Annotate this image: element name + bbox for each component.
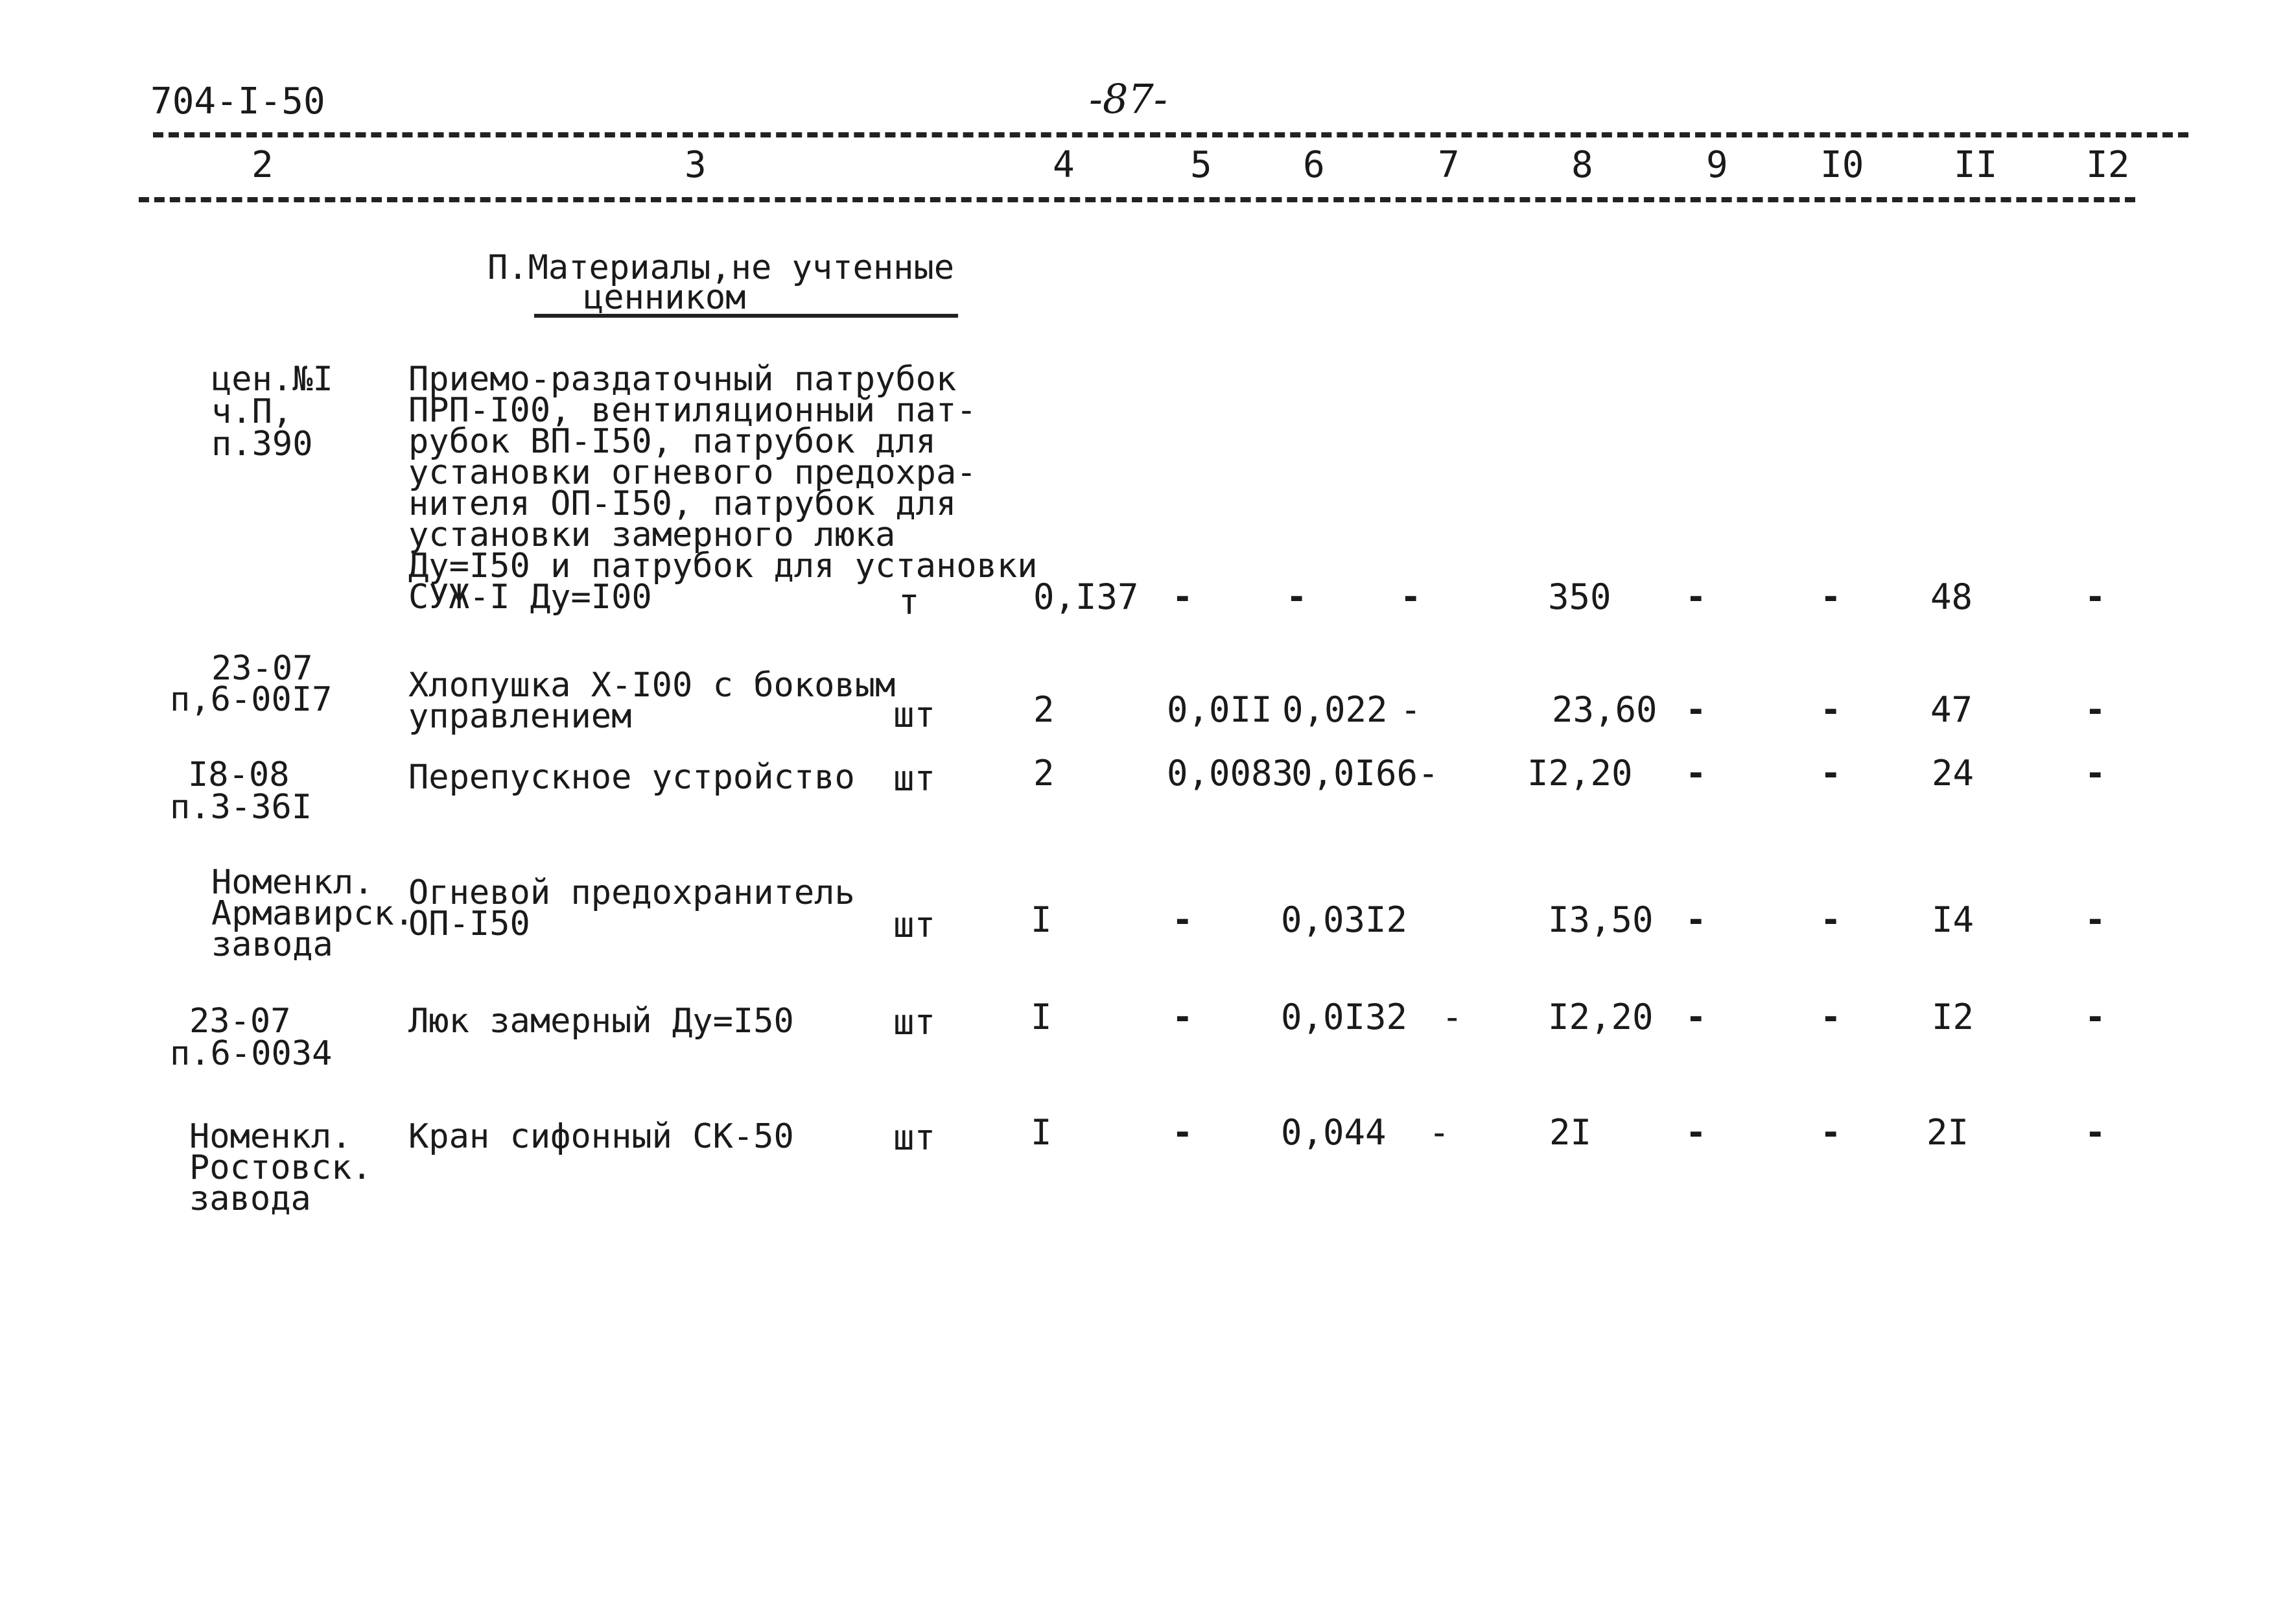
row-reference: 23-07 <box>189 1002 291 1041</box>
row-col-8: 350 <box>1548 576 1611 617</box>
row-col-12: - <box>2085 1112 2106 1153</box>
row-item-name: Хлопушка Х-I00 с боковым <box>408 666 896 705</box>
row-col-5: - <box>1172 576 1193 617</box>
row-col-8: I2,20 <box>1548 997 1654 1037</box>
row-col-12: - <box>2085 753 2106 794</box>
row-col-11: 47 <box>1930 689 1973 730</box>
row-col-10: - <box>1820 689 1842 730</box>
row-col-6: 0,0I66- <box>1291 753 1439 794</box>
row-col-9: - <box>1685 576 1707 617</box>
row-col-5: - <box>1172 1112 1193 1153</box>
header-bottom-rule <box>139 197 2135 202</box>
row-col-5: - <box>1172 997 1193 1037</box>
row-col-11: 24 <box>1932 753 1974 794</box>
column-header: 5 <box>1190 144 1212 186</box>
row-col-5: - <box>1172 899 1193 940</box>
row-col-11: 48 <box>1930 576 1973 617</box>
row-col-10: - <box>1820 576 1842 617</box>
row-reference: Армавирск. <box>211 894 415 933</box>
row-col-4: 2 <box>1033 689 1055 730</box>
row-unit: шт <box>893 1002 936 1043</box>
row-item-name: установки огневого предохра- <box>408 453 977 492</box>
row-item-name: Ду=I50 и патрубок для установки <box>408 547 1038 585</box>
row-reference: 23-07 <box>211 649 313 688</box>
row-col-8: 23,60 <box>1552 689 1658 730</box>
row-col-7: - <box>1400 576 1422 617</box>
header-top-rule <box>153 132 2188 137</box>
row-col-12: - <box>2085 997 2106 1037</box>
column-header: 2 <box>252 144 274 186</box>
page-number: -87- <box>1089 75 1167 123</box>
row-unit: шт <box>893 694 936 735</box>
column-header: I2 <box>2086 144 2130 186</box>
row-reference: завода <box>211 925 333 964</box>
row-col-6: 0,03I2 <box>1281 899 1408 940</box>
row-col-8: I2,20 <box>1527 753 1633 794</box>
row-col-4: I <box>1031 1112 1052 1153</box>
row-unit: шт <box>893 758 936 799</box>
row-col-9: - <box>1685 1112 1707 1153</box>
row-col-9: - <box>1685 997 1707 1037</box>
row-col-6: 0,0I32 <box>1281 997 1408 1037</box>
row-item-name: рубок ВП-I50, патрубок для <box>408 422 936 461</box>
row-col-9: - <box>1685 689 1707 730</box>
row-item-name: Кран сифонный СК-50 <box>408 1117 794 1156</box>
column-header: 3 <box>685 144 707 186</box>
row-col-6: 0,044 <box>1281 1112 1387 1153</box>
row-col-4: 0,I37 <box>1033 576 1139 617</box>
row-col-9: - <box>1685 753 1707 794</box>
row-col-6: - <box>1286 576 1307 617</box>
row-col-7: - <box>1442 997 1463 1037</box>
row-reference: п.6-0034 <box>170 1034 333 1073</box>
column-header: 8 <box>1571 144 1593 186</box>
row-col-11: I2 <box>1932 997 1974 1037</box>
row-reference: п.390 <box>211 425 313 464</box>
row-item-name: Приемо-раздаточный патрубок <box>408 360 957 399</box>
document-code: 704-I-50 <box>150 80 325 123</box>
section-title-underline <box>534 314 958 318</box>
row-item-name: Перепускное устройство <box>408 758 855 797</box>
row-col-7: - <box>1429 1112 1450 1153</box>
row-col-5: 0,0083 <box>1167 753 1294 794</box>
row-reference: Номенкл. <box>189 1117 352 1156</box>
row-reference: завода <box>189 1179 311 1218</box>
row-col-11: 2I <box>1927 1112 1969 1153</box>
row-col-8: 2I <box>1549 1112 1592 1153</box>
row-col-9: - <box>1685 899 1707 940</box>
row-reference: Ростовск. <box>189 1148 372 1187</box>
row-item-name: Люк замерный Ду=I50 <box>408 1002 794 1041</box>
section-subtitle: ценником <box>583 278 746 317</box>
row-col-6: 0,022 <box>1282 689 1388 730</box>
row-item-name: управлением <box>408 697 632 736</box>
row-col-10: - <box>1820 899 1842 940</box>
row-col-4: I <box>1031 899 1052 940</box>
row-col-11: I4 <box>1932 899 1974 940</box>
row-col-12: - <box>2085 689 2106 730</box>
row-unit: шт <box>893 905 936 945</box>
column-header: 7 <box>1438 144 1460 186</box>
row-item-name: ПРП-I00, вентиляционный пат- <box>408 391 977 430</box>
column-header: 4 <box>1053 144 1075 186</box>
row-col-12: - <box>2085 576 2106 617</box>
row-col-10: - <box>1820 753 1842 794</box>
row-col-8: I3,50 <box>1548 899 1654 940</box>
row-col-7: - <box>1400 689 1422 730</box>
row-reference: цен.№I <box>211 360 333 399</box>
row-col-4: 2 <box>1033 753 1055 794</box>
row-item-name: ОП-I50 <box>408 905 530 943</box>
row-unit: шт <box>893 1117 936 1158</box>
column-header: II <box>1954 144 1998 186</box>
row-col-10: - <box>1820 997 1842 1037</box>
row-col-5: 0,0II <box>1167 689 1272 730</box>
row-item-name: нителя ОП-I50, патрубок для <box>408 484 957 523</box>
section-title: П.Материалы,не учтенные <box>487 248 955 287</box>
row-reference: п,6-00I7 <box>170 680 333 719</box>
row-col-12: - <box>2085 899 2106 940</box>
row-item-name: Огневой предохранитель <box>408 873 855 912</box>
row-unit: т <box>898 582 920 622</box>
column-header: 9 <box>1706 144 1728 186</box>
row-reference: п.3-36I <box>170 788 312 827</box>
row-item-name: СУЖ-I Ду=I00 <box>408 578 652 617</box>
row-reference: Номенкл. <box>211 863 374 902</box>
row-reference: ч.П, <box>211 392 293 431</box>
row-col-4: I <box>1031 997 1052 1037</box>
row-col-10: - <box>1820 1112 1842 1153</box>
column-header: 6 <box>1303 144 1325 186</box>
row-reference: I8-08 <box>188 755 290 794</box>
column-header: I0 <box>1820 144 1864 186</box>
row-item-name: установки замерного люка <box>408 515 896 554</box>
